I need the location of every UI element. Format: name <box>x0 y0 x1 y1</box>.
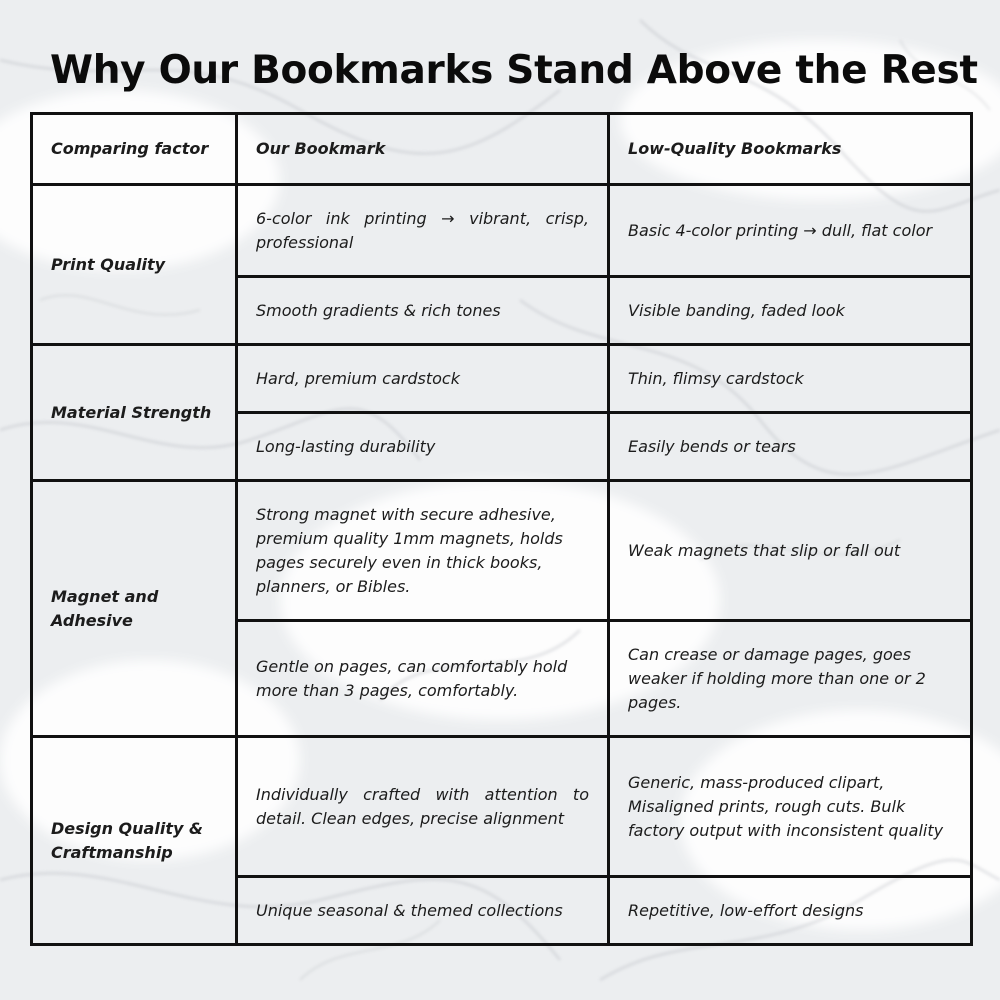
low-quality-cell: Visible banding, faded look <box>609 277 972 345</box>
our-bookmark-cell: Gentle on pages, can comfortably hold more than 3 pages, comfortably. <box>237 621 609 737</box>
our-bookmark-cell: Smooth gradients & rich tones <box>237 277 609 345</box>
header-comparing-factor: Comparing factor <box>32 114 237 185</box>
header-our-bookmark: Our Bookmark <box>237 114 609 185</box>
our-bookmark-cell: Hard, premium cardstock <box>237 345 609 413</box>
header-low-quality-bookmarks: Low-Quality Bookmarks <box>609 114 972 185</box>
factor-material-strength: Material Strength <box>32 345 237 481</box>
page-title: Why Our Bookmarks Stand Above the Rest <box>50 48 978 93</box>
low-quality-cell: Weak magnets that slip or fall out <box>609 481 972 621</box>
our-bookmark-cell: Individually crafted with attention to detail. Clean edges, precise alignment <box>237 737 609 877</box>
table-row <box>32 185 972 277</box>
low-quality-cell: Repetitive, low-effort designs <box>609 877 972 945</box>
our-bookmark-cell: Strong magnet with secure adhesive, premium quality 1mm magnets, holds pages securely even in thick books, planners, or Bibles. <box>237 481 609 621</box>
our-bookmark-cell: 6-color ink printing → vibrant, crisp, professional <box>237 185 609 277</box>
table-row <box>32 345 972 413</box>
table-header-row <box>32 114 972 185</box>
our-bookmark-cell: Long-lasting durability <box>237 413 609 481</box>
low-quality-cell: Easily bends or tears <box>609 413 972 481</box>
low-quality-cell: Can crease or damage pages, goes weaker if holding more than one or 2 pages. <box>609 621 972 737</box>
our-bookmark-cell: Unique seasonal & themed collections <box>237 877 609 945</box>
table-row <box>32 481 972 621</box>
table-row <box>32 737 972 877</box>
factor-magnet-and-adhesive: Magnet and Adhesive <box>32 481 237 737</box>
comparison-table <box>30 112 973 946</box>
low-quality-cell: Thin, flimsy cardstock <box>609 345 972 413</box>
low-quality-cell: Generic, mass-produced clipart, Misaligned prints, rough cuts. Bulk factory output with inconsistent quality <box>609 737 972 877</box>
factor-print-quality: Print Quality <box>32 185 237 345</box>
low-quality-cell: Basic 4-color printing → dull, flat color <box>609 185 972 277</box>
factor-design-quality: Design Quality & Craftmanship <box>32 737 237 945</box>
